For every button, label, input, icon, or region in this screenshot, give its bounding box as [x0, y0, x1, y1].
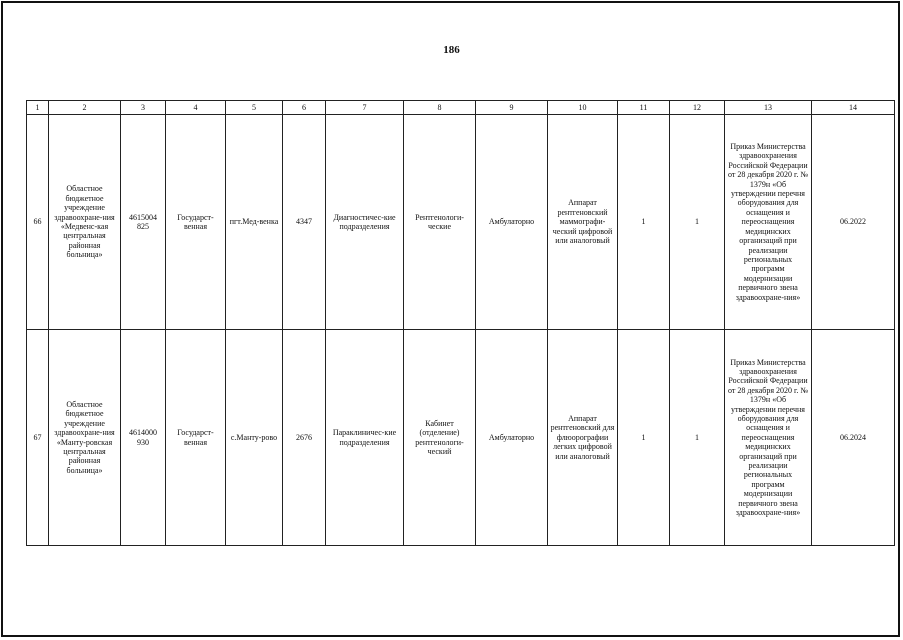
equipment-cell: Аппарат рентгеновский для флюорографии легких цифровой или аналоговый: [548, 330, 618, 546]
page-number: 186: [443, 44, 460, 56]
column-header: 8: [404, 101, 476, 115]
division-cell: Диагностичес-кие подразделения: [326, 115, 404, 330]
institution-cell: Областное бюджетное учреждение здравоохране-ния «Манту-ровская центральная районная больница»: [49, 330, 121, 546]
code-cell: 4614000 930: [121, 330, 166, 546]
column-header: 3: [121, 101, 166, 115]
locality-cell: с.Манту-рово: [226, 330, 283, 546]
quantity-cell: 1: [670, 330, 725, 546]
ownership-cell: Государст-венная: [166, 115, 226, 330]
column-header: 4: [166, 101, 226, 115]
population-cell: 4347: [283, 115, 326, 330]
column-header: 1: [27, 101, 49, 115]
column-header: 14: [812, 101, 895, 115]
ownership-cell: Государст-венная: [166, 330, 226, 546]
institution-cell: Областное бюджетное учреждение здравоохране-ния «Медвенс-кая центральная районная больница»: [49, 115, 121, 330]
unit-cell: Кабинет (отделение) рентгенологи-ческий: [404, 330, 476, 546]
code-cell: 4615004 825: [121, 115, 166, 330]
row-number: 67: [27, 330, 49, 546]
date-cell: 06.2024: [812, 330, 895, 546]
equipment-cell: Аппарат рентгеновский маммографи-ческий цифровой или аналоговый: [548, 115, 618, 330]
column-header: 13: [725, 101, 812, 115]
population-cell: 2676: [283, 330, 326, 546]
column-header: 2: [49, 101, 121, 115]
table-row: [27, 330, 895, 546]
equipment-table: [26, 100, 895, 546]
order-cell: Приказ Министерства здравоохранения Российской Федерации от 28 декабря 2020 г. № 1379н «Об утверждении перечня оборудования для оснащения и переоснащения медицинских организаций при реализации региональных программ модернизации первичного звена здравоохране-ния»: [725, 115, 812, 330]
locality-cell: пгт.Мед-венка: [226, 115, 283, 330]
column-header: 9: [476, 101, 548, 115]
column-header: 5: [226, 101, 283, 115]
column-header: 6: [283, 101, 326, 115]
table-header-row: [27, 101, 895, 115]
column-header: 10: [548, 101, 618, 115]
division-cell: Параклиничес-кие подразделения: [326, 330, 404, 546]
date-cell: 06.2022: [812, 115, 895, 330]
table-row: [27, 115, 895, 330]
quantity-cell: 1: [670, 115, 725, 330]
column-header: 7: [326, 101, 404, 115]
quantity-cell: 1: [618, 330, 670, 546]
column-header: 11: [618, 101, 670, 115]
column-header: 12: [670, 101, 725, 115]
care-type-cell: Амбулаторно: [476, 115, 548, 330]
unit-cell: Рентгенологи-ческие: [404, 115, 476, 330]
care-type-cell: Амбулаторно: [476, 330, 548, 546]
quantity-cell: 1: [618, 115, 670, 330]
order-cell: Приказ Министерства здравоохранения Российской Федерации от 28 декабря 2020 г. № 1379н «Об утверждении перечня оборудования для оснащения и переоснащения медицинских организаций при реализации региональных программ модернизации первичного звена здравоохране-ния»: [725, 330, 812, 546]
row-number: 66: [27, 115, 49, 330]
